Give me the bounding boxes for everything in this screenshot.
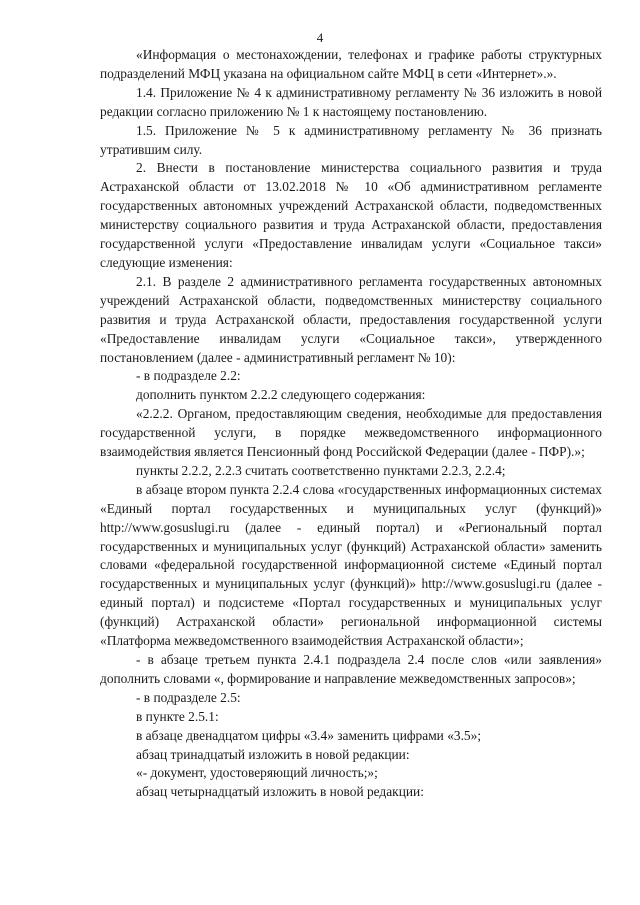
paragraph: абзац тринадцатый изложить в новой редакции: xyxy=(136,746,410,762)
paragraph: абзац четырнадцатый изложить в новой редакции: xyxy=(136,784,424,800)
paragraph: - в абзаце третьем пункта 2.4.1 подраздела 2.4 после слов «или заявления» дополнить словами «, формирование и направление межведомственных запросов»; xyxy=(100,652,602,686)
paragraph: 1.4. Приложение № 4 к административному регламенту № 36 изложить в новой редакции согласно приложению № 1 к настоящему постановлению. xyxy=(100,84,602,119)
paragraph: «Информация о местонахождении, телефонах и графике работы структурных подразделений МФЦ указана на официальном сайте МФЦ в сети «Интернет».». xyxy=(100,47,602,81)
paragraph: в пункте 2.5.1: xyxy=(136,708,219,724)
paragraph: пункты 2.2.2, 2.2.3 считать соответственно пунктами 2.2.3, 2.2.4; xyxy=(136,462,506,478)
paragraph: дополнить пунктом 2.2.2 следующего содержания: xyxy=(136,387,426,403)
paragraph: - в подразделе 2.2: xyxy=(136,368,241,384)
paragraph: в абзаце двенадцатом цифры «3.4» заменить цифрами «3.5»; xyxy=(136,727,482,743)
paragraph: 2. Внести в постановление министерства социального развития и труда Астраханской области от 13.02.2018 № 10 «Об административном регламенте государственных автономных учреждений Астраханской области, подведомственных министерству социального развития и труда Астраханской области, предоставления государственной услуги «Предоставление инвалидам услуги «Социальное такси» следующие изменения: xyxy=(100,160,602,270)
document-body xyxy=(100,46,602,802)
paragraph: 1.5. Приложение № 5 к административному регламенту № 36 признать утратившим силу. xyxy=(100,122,602,157)
paragraph: - в подразделе 2.5: xyxy=(136,689,241,705)
paragraph: 2.1. В разделе 2 административного регламента государственных автономных учреждений Астраханской области, подведомственных министерству социального развития и труда Астраханской области, предоставления государственной услуги «Предоставление инвалидам услуги «Социальное такси», утвержденного постановлением (далее - административный регламент № 10): xyxy=(100,273,602,365)
paragraph: «2.2.2. Органом, предоставляющим сведения, необходимые для предоставления государственной услуги, в порядке межведомственного информационного взаимодействия является Пенсионный фонд Российской Федерации (далее - ПФР).»; xyxy=(100,406,602,460)
page-number: 4 xyxy=(316,30,324,45)
paragraph: в абзаце втором пункта 2.2.4 слова «государственных информационных системах «Единый портал государственных и муниципальных услуг (функций)» http://www.gosuslugi.ru (далее - единый портал) и «Региональный портал государственных и муниципальных услуг (функций) Астраханской области» заменить словами «федеральной государственной информационной системе «Единый портал государственных и муниципальных услуг (функций)» http://www.gosuslugi.ru (далее - единый портал) и подсистеме «Портал государственных и муниципальных услуг (функций) Астраханской области» региональной информационной системы «Платформа межведомственного взаимодействия Астраханской области»; xyxy=(100,481,602,649)
paragraph: «- документ, удостоверяющий личность;»; xyxy=(136,765,378,781)
